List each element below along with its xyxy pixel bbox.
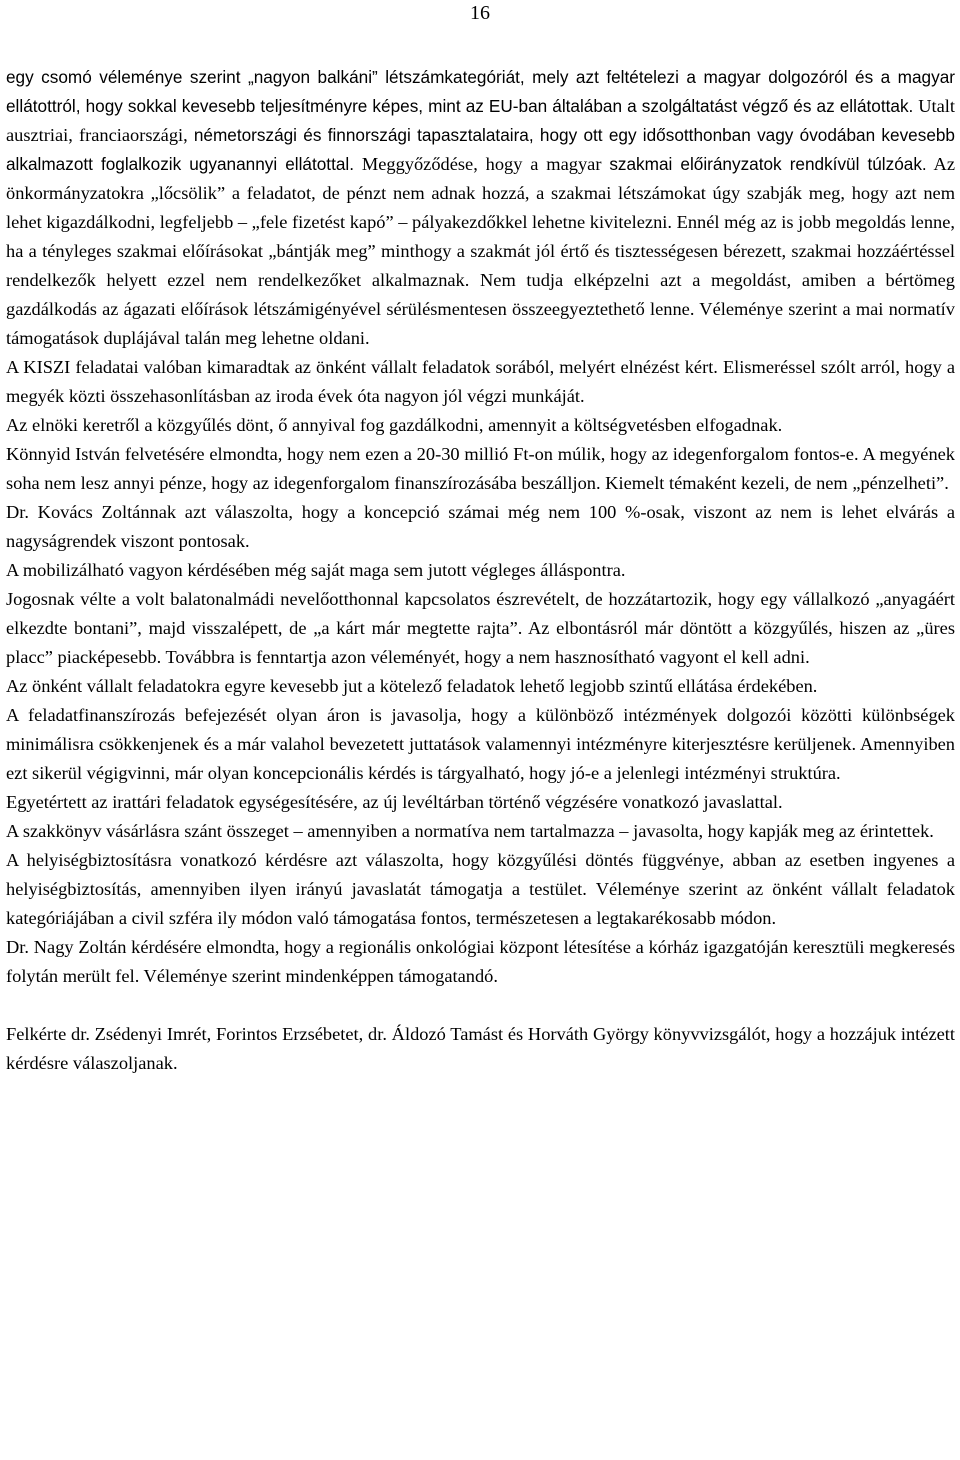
paragraph-helyisegbiztositas: A helyiségbiztosításra vonatkozó kérdésre azt válaszolta, hogy közgyűlési döntés függvénye, abban az esetben ingyenes a helyiségbiztosítás, amennyiben ilyen irányú javaslatát támogatja a testület. Véleménye szerint az önként vállalt feladatok kategóriájában a civil szféra ily módon való támogatása fontos, természetesen a legtakarékosabb módon. (6, 850, 955, 928)
paragraph-nagy-zoltan: Dr. Nagy Zoltán kérdésére elmondta, hogy a regionális onkológiai központ létesítése a kórház igazgatóján keresztüli megkeresés folytán merült fel. Véleménye szerint mindenképpen támogatandó. (6, 937, 955, 986)
paragraph-onkent-vallalt: Az önként vállalt feladatokra egyre kevesebb jut a kötelező feladatok lehető legjobb szintű ellátása érdekében. (6, 676, 818, 696)
paragraph-elnoki-keret: Az elnöki keretről a közgyűlés dönt, ő annyival fog gazdálkodni, amennyit a költségvetésben elfogadnak. (6, 415, 783, 435)
paragraph-balatonalmadi: Jogosnak vélte a volt balatonalmádi nevelőotthonnal kapcsolatos észrevételt, de hozzátartozik, hogy egy vállalkozó „anyagáért elkezdte bontani”, majd visszalépett, de „a kárt már megtette rajta”. Az elbontásról már döntött a közgyűlés, hiszen az „üres placc” piacképesebb. Továbbra is fenntartja azon véleményét, hogy a nem hasznosítható vagyont el kell adni. (6, 589, 955, 667)
intro-sans-2: németországi és finnországi tapasztalataira, hogy ott egy idősotthonban vagy óvodában kevesebb alkalmazott foglalkozik ugyanannyi ellátottal. (6, 125, 955, 174)
intro-serif-1: Utalt ausztriai, franciaországi, (6, 96, 955, 145)
paragraph-irattari: Egyetértett az irattári feladatok egységesítésére, az új levéltárban történő végzésére vonatkozó javaslattal. (6, 792, 783, 812)
paragraph-konnyid: Könnyid István felvetésére elmondta, hogy nem ezen a 20-30 millió Ft-on múlik, hogy az idegenforgalom fontos-e. A megyének soha nem lesz annyi pénze, hogy az idegenforgalom finanszírozásába beszálljon. Kiemelt témaként kezeli, de nem „pénzelheti”. (6, 444, 955, 493)
paragraph-mobilizalhato-vagyon: A mobilizálható vagyon kérdésében még saját maga sem jutott végleges álláspontra. (6, 560, 626, 580)
intro-sans-1: egy csomó véleménye szerint „nagyon balkáni” létszámkategóriát, mely azt feltételezi a magyar dolgozóról és a magyar ellátottról, hogy sokkal kevesebb teljesítményre képes, mint az EU-ban általában a szolgáltatást végző és az ellátottak. (6, 67, 955, 116)
intro-serif-2: Meggyőződése, hogy a magyar (354, 154, 610, 174)
paragraph-szakkonyv: A szakkönyv vásárlásra szánt összeget – amennyiben a normatíva nem tartalmazza – javasolta, hogy kapják meg az érintettek. (6, 821, 934, 841)
intro-paragraph (6, 63, 955, 353)
paragraph-kovacs: Dr. Kovács Zoltánnak azt válaszolta, hogy a koncepció számai még nem 100 %-osak, viszont az nem is lehet elvárás a nagyságrendek viszont pontosak. (6, 502, 955, 551)
closing-paragraph: Felkérte dr. Zsédenyi Imrét, Forintos Erzsébetet, dr. Áldozó Tamást és Horváth György könyvvizsgálót, hogy a hozzájuk intézett kérdésre válaszoljanak. (6, 1024, 955, 1073)
intro-serif-3: Az önkormányzatokra „lőcsölik” a feladatot, de pénzt nem adnak hozzá, a szakmai létszámokat úgy szabják meg, hogy azt nem lehet kigazdálkodni, legfeljebb – „fele fizetést kapó” – pályakezdőkkel lehetne kivitelezni. Ennél még az is jobb megoldás lenne, ha a tényleges szakmai előírásokat „bántják meg” minthogy a szakmát jól értő és tisztességesen bérezett, szakmai hozzáértéssel rendelkezők helyett ezzel nem rendelkezőket alkalmaznak. Nem tudja elképzelni azt a megoldást, amiben a bértömeg gazdálkodás az ágazati előírások létszámigényével sérülésmentesen összeegyeztethető lenne. Véleménye szerint a mai normatív támogatások duplájával talán meg lehetne oldani. (6, 154, 955, 348)
page-number: 16 (470, 2, 490, 24)
document-body (6, 63, 955, 1078)
intro-sans-3: szakmai előirányzatok rendkívül túlzóak. (609, 154, 927, 174)
paragraph-kiszi: A KISZI feladatai valóban kimaradtak az önként vállalt feladatok sorából, melyért elnézést kért. Elismeréssel szólt arról, hogy a megyék közti összehasonlításban az iroda évek óta nagyon jól végzi munkáját. (6, 357, 955, 406)
paragraph-feladatfinanszirozas: A feladatfinanszírozás befejezését olyan áron is javasolja, hogy a különböző intézmények dolgozói közötti különbségek minimálisra csökkenjenek és a már valahol bevezetett juttatások valamennyi intézményre kiterjesztésre kerüljenek. Amennyiben ezt sikerül végigvinni, már olyan koncepcionális kérdés is tárgyalható, hogy jó-e a jelenlegi intézményi struktúra. (6, 705, 955, 783)
